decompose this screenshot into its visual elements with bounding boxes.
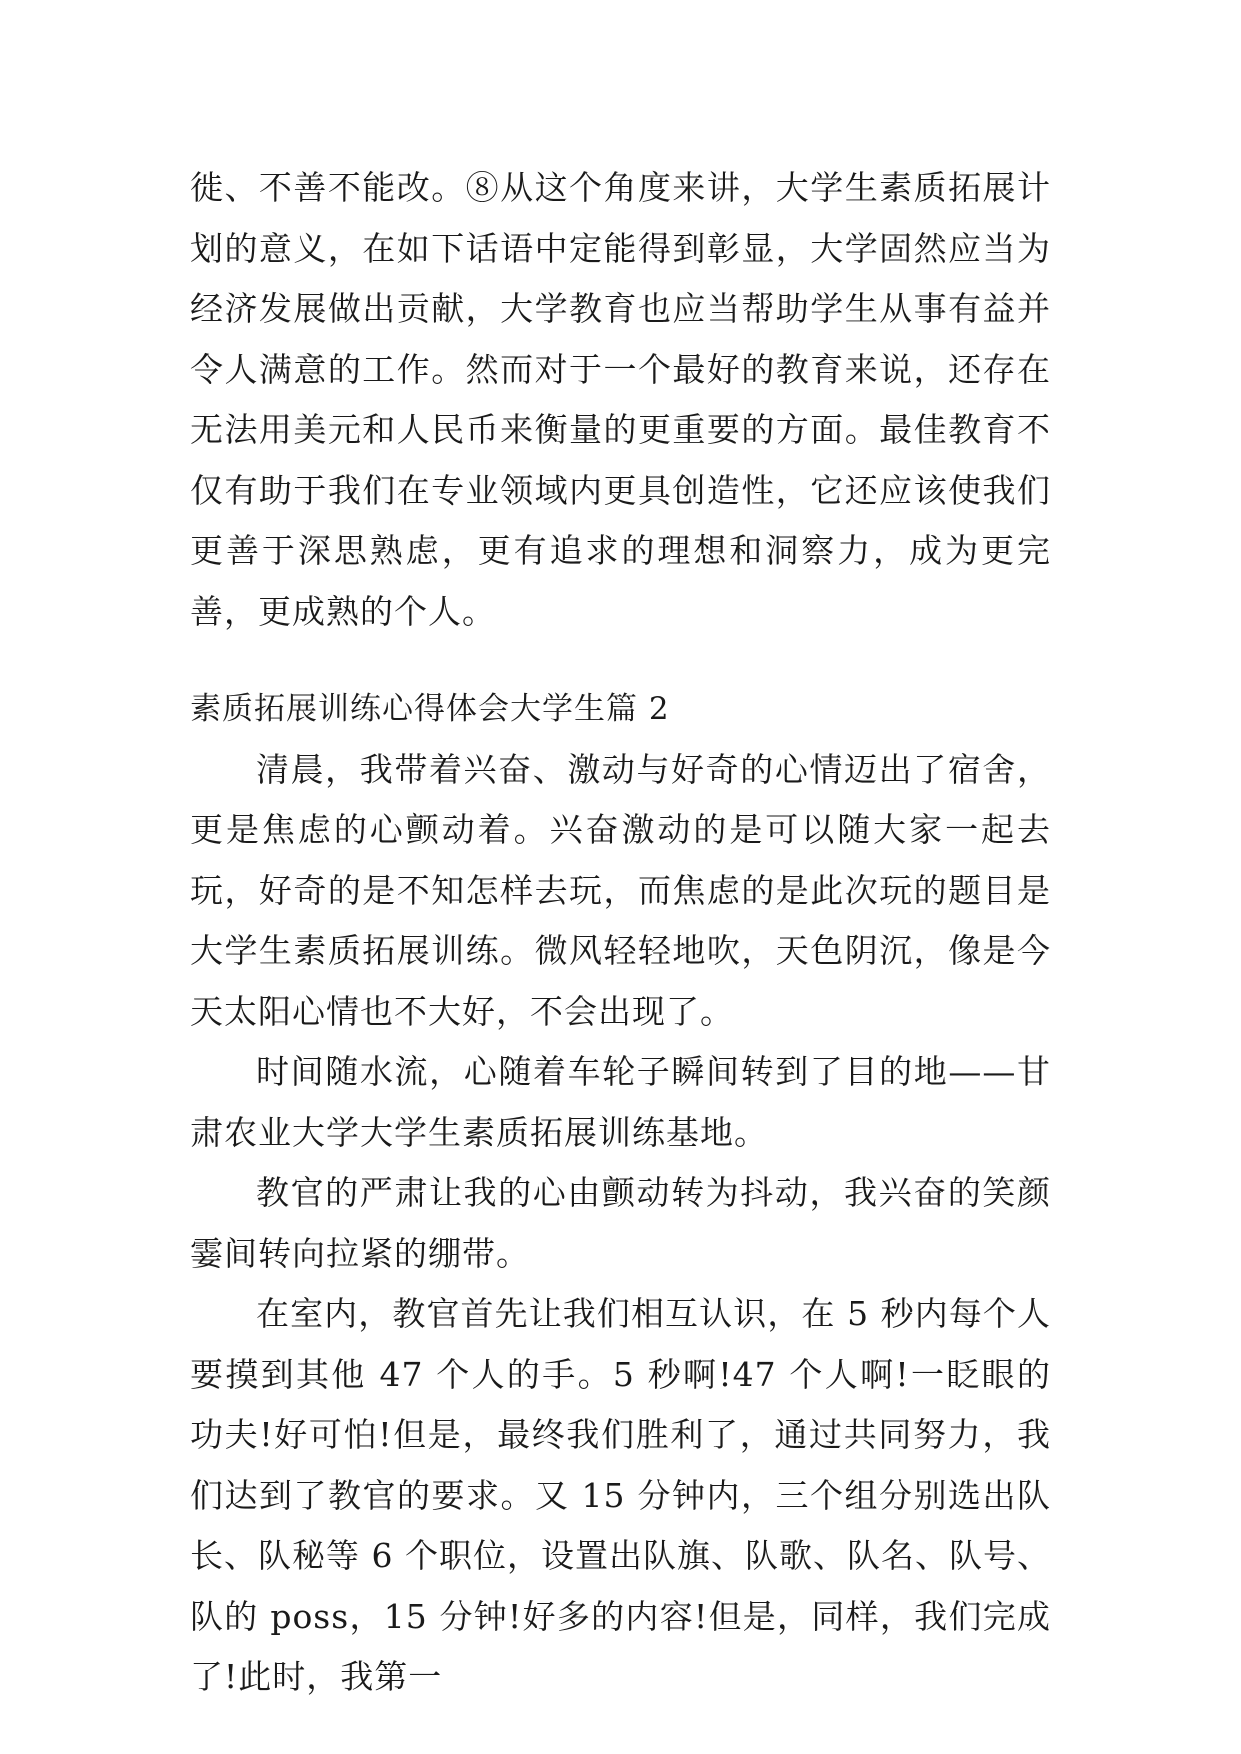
body-paragraph-continued: 徙、不善不能改。⑧从这个角度来讲，大学生素质拓展计划的意义，在如下话语中定能得到彰显，大学固然应当为经济发展做出贡献，大学教育也应当帮助学生从事有益并令人满意的工作。然而对于一个最好的教育来说，还存在无法用美元和人民币来衡量的更重要的方面。最佳教育不仅有助于我们在专业领域内更具创造性，它还应该使我们更善于深思熟虑，更有追求的理想和洞察力，成为更完善，更成熟的个人。 [190,168,1051,631]
section-heading: 素质拓展训练心得体会大学生篇 2 [190,691,670,727]
body-paragraph-instructor: 教官的严肃让我的心由颤动转为抖动，我兴奋的笑颜霎间转向拉紧的绷带。 [190,1173,1051,1273]
body-paragraph-morning: 清晨，我带着兴奋、激动与好奇的心情迈出了宿舍，更是焦虑的心颤动着。兴奋激动的是可以随大家一起去玩，好奇的是不知怎样去玩，而焦虑的是此次玩的题目是大学生素质拓展训练。微风轻轻地吹，天色阴沉，像是今天太阳心情也不大好，不会出现了。 [190,749,1051,1031]
document-body [190,158,1051,1708]
body-paragraph-arrival: 时间随水流，心随着车轮子瞬间转到了目的地——甘肃农业大学大学生素质拓展训练基地。 [190,1052,1051,1152]
body-paragraph-indoor: 在室内，教官首先让我们相互认识，在 5 秒内每个人要摸到其他 47 个人的手。5 秒啊!47 个人啊!一眨眼的功夫!好可怕!但是，最终我们胜利了，通过共同努力，我们达到了教官的要求。又 15 分钟内，三个组分别选出队长、队秘等 6 个职位，设置出队旗、队歌、队名、队号、队的 poss，15 分钟!好多的内容!但是，同样，我们完成了!此时，我第一 [190,1294,1051,1696]
